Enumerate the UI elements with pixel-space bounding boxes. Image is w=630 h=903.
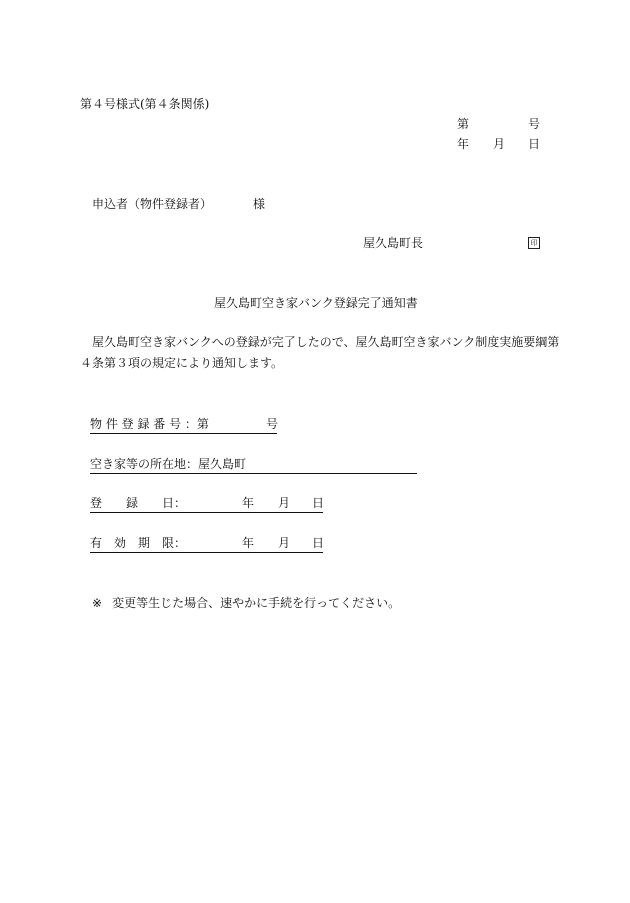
issue-date-month: 月 bbox=[493, 137, 506, 151]
applicant-label: 申込者（物件登録者） bbox=[92, 197, 213, 211]
registration-date-field bbox=[90, 497, 323, 513]
note-text: 変更等生じた場合、速やかに手続を行ってください。 bbox=[112, 596, 401, 610]
location-label: 空き家等の所在地：屋久島町 bbox=[90, 457, 247, 471]
registration-date-year: 年 bbox=[242, 496, 255, 510]
body-text-line-2: ４条第３項の規定により通知します。 bbox=[80, 356, 284, 370]
expiry-date-year: 年 bbox=[242, 536, 255, 550]
applicant-honorific: 様 bbox=[253, 197, 266, 211]
document-title: 屋久島町空き家バンク登録完了通知書 bbox=[214, 296, 418, 310]
registration-number-field bbox=[90, 418, 277, 434]
document-number-suffix: 号 bbox=[528, 117, 541, 131]
expiry-date-field bbox=[90, 537, 323, 553]
issue-date-year: 年 bbox=[457, 137, 470, 151]
document-number-prefix: 第 bbox=[457, 117, 470, 131]
form-number-label: 第４号様式(第４条関係) bbox=[80, 97, 210, 111]
issue-date-day: 日 bbox=[528, 137, 541, 151]
issuer-title: 屋久島町長 bbox=[363, 236, 424, 250]
seal-mark: 印 bbox=[528, 237, 540, 249]
registration-date-label: 登 録 日： bbox=[90, 496, 187, 510]
note-mark: ※ bbox=[92, 596, 103, 610]
notice-note bbox=[92, 597, 400, 609]
expiry-date-label: 有 効 期 限： bbox=[90, 536, 187, 550]
expiry-date-month: 月 bbox=[278, 536, 291, 550]
registration-date-month: 月 bbox=[278, 496, 291, 510]
registration-number-label: 物 件 登 録 番 号 ：第 bbox=[90, 417, 209, 431]
body-text-line-1: 屋久島町空き家バンクへの登録が完了したので、屋久島町空き家バンク制度実施要綱第 bbox=[92, 335, 560, 349]
expiry-date-day: 日 bbox=[312, 536, 325, 550]
registration-number-suffix: 号 bbox=[266, 417, 279, 431]
location-field bbox=[90, 458, 417, 474]
registration-date-day: 日 bbox=[312, 496, 325, 510]
